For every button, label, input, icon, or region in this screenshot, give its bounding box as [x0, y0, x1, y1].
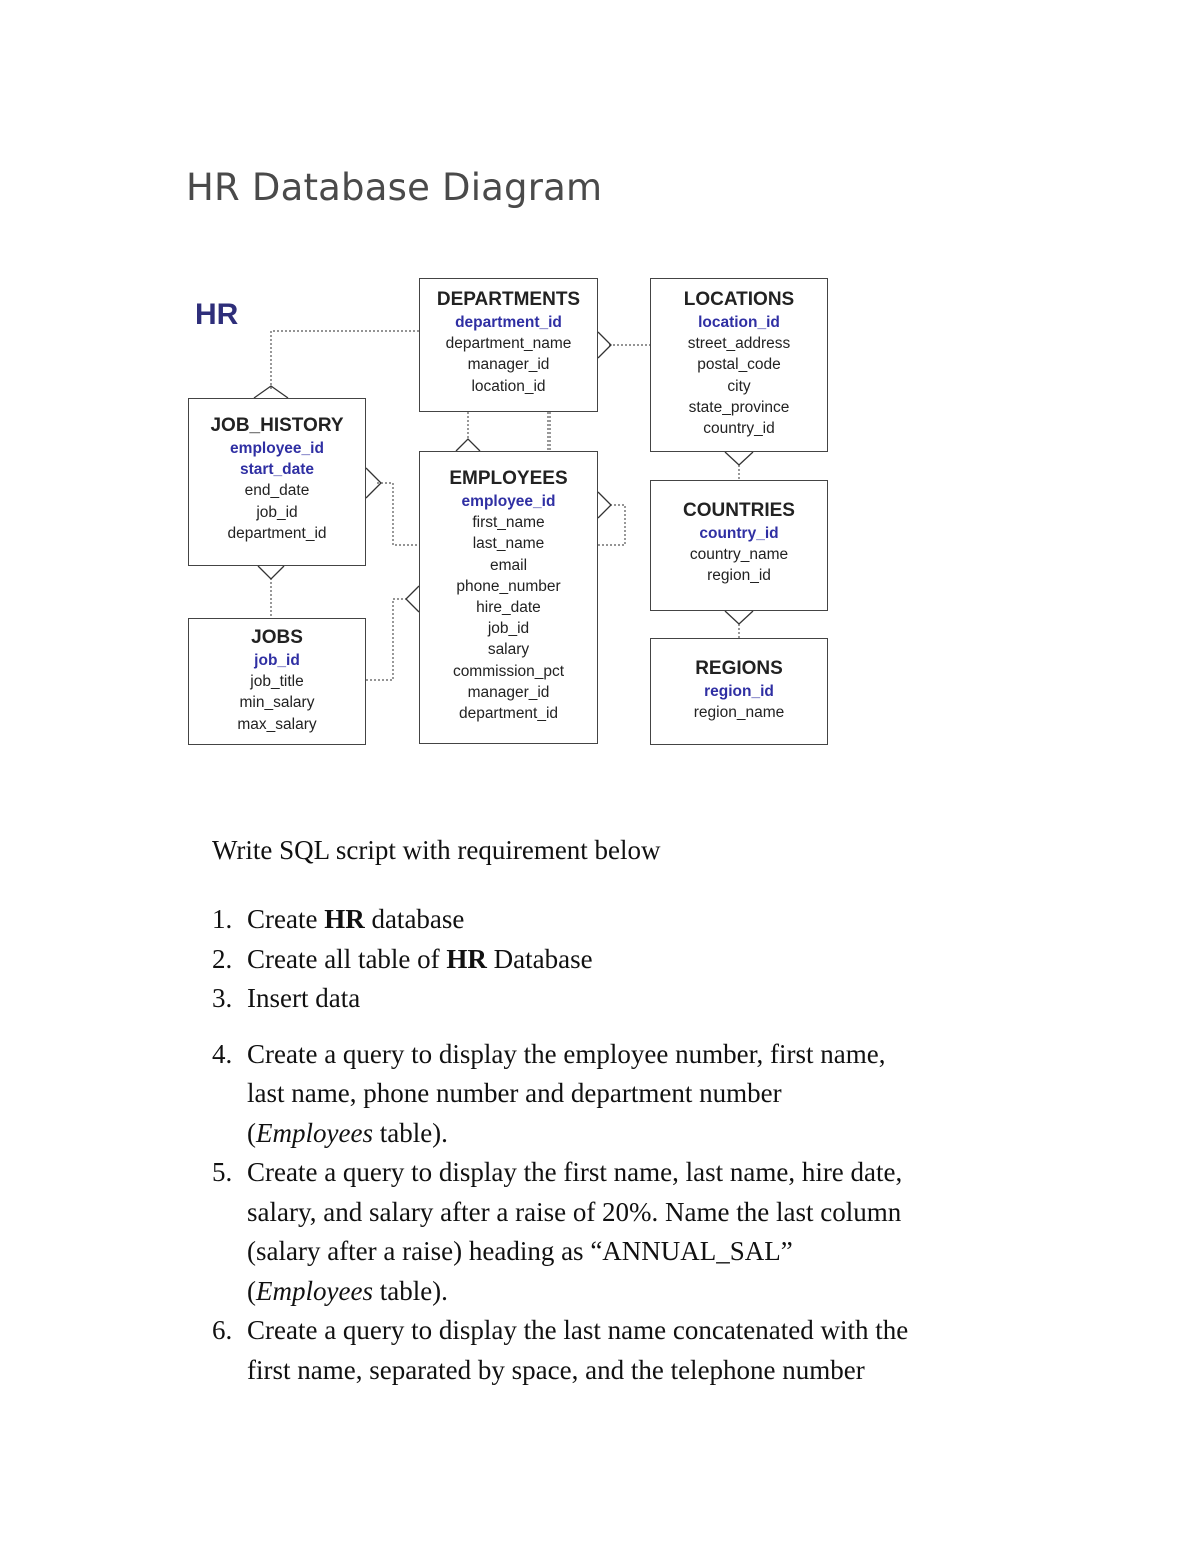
relation-line-departments-job-history — [271, 331, 419, 389]
column: region_id — [707, 567, 771, 585]
text-run: Create a query to display the employee number, first name, — [247, 1038, 886, 1069]
entity-locations — [650, 278, 828, 452]
column: department_id — [458, 705, 559, 723]
column: hire_date — [476, 599, 541, 617]
text-run: ( — [247, 1117, 256, 1148]
primary-key-column: region_id — [704, 683, 774, 700]
list-number: 5. — [212, 1157, 233, 1187]
relation-line-employees-self — [598, 505, 625, 545]
list-item-line — [247, 1311, 1032, 1351]
crow-foot-icon — [258, 566, 284, 579]
column: country_id — [703, 420, 775, 438]
page-title: HR Database Diagram — [186, 166, 603, 209]
list-item-line — [247, 1153, 1032, 1193]
entity-name: EMPLOYEES — [449, 468, 568, 489]
entity-departments — [419, 278, 598, 412]
list-item-line — [247, 1114, 1032, 1154]
text-run: Create a query to display the first name, last name, hire date, — [247, 1157, 903, 1187]
text-run: Insert data — [247, 983, 361, 1013]
list-item-line — [247, 1035, 1032, 1075]
text-run: HR — [446, 943, 487, 974]
column: job_title — [250, 673, 304, 691]
entity-name: DEPARTMENTS — [436, 289, 581, 310]
primary-key-column: department_id — [455, 314, 562, 331]
schema-label: HR — [195, 298, 239, 331]
crow-foot-icon — [725, 452, 753, 465]
relation-line-jobs-employees — [366, 599, 408, 680]
list-item — [212, 1153, 1032, 1311]
text-run: Create all table of — [247, 943, 447, 974]
column: region_name — [693, 704, 785, 722]
text-run: salary, and salary after a raise of 20%. Name the last column — [247, 1196, 902, 1227]
column: job_id — [487, 620, 530, 638]
list-item — [212, 940, 1032, 980]
column: postal_code — [697, 356, 781, 374]
primary-key-column: employee_id — [230, 440, 324, 457]
text-run: table). — [372, 1117, 448, 1148]
crow-foot-icon — [598, 492, 611, 518]
list-number: 4. — [212, 1038, 233, 1069]
list-item-line — [247, 1074, 1032, 1114]
text-run: Create a query to display the last name concatenated with the — [247, 1315, 909, 1345]
column: department_name — [445, 335, 572, 353]
list-item-line — [247, 940, 1032, 980]
column: location_id — [471, 377, 546, 395]
text-run: Create — [247, 904, 325, 934]
column: min_salary — [239, 694, 315, 712]
list-number: 2. — [212, 943, 233, 974]
text-run: ( — [247, 1275, 256, 1306]
intro-text: Write SQL script with requirement below — [212, 835, 661, 865]
column: state_province — [688, 398, 790, 416]
relation-line-job-history-employees — [377, 483, 419, 545]
text-run: database — [364, 904, 465, 934]
column: manager_id — [467, 683, 550, 701]
list-item — [212, 979, 1032, 1019]
list-item-line — [247, 900, 1032, 940]
column: commission_pct — [452, 662, 565, 680]
column: country_name — [689, 546, 789, 564]
entity-name: COUNTRIES — [683, 500, 795, 521]
column: job_id — [256, 503, 298, 521]
entity-name: LOCATIONS — [683, 289, 795, 310]
list-number: 6. — [212, 1315, 233, 1345]
entity-job-history — [188, 398, 366, 566]
entity-name: REGIONS — [695, 658, 783, 679]
text-run: last name, phone number and department number — [247, 1078, 782, 1108]
crow-foot-icon — [406, 586, 419, 612]
list-item-line — [247, 1351, 1032, 1391]
column: street_address — [687, 335, 791, 353]
column: salary — [487, 641, 530, 659]
text-run: first name, separated by space, and the telephone number — [247, 1354, 865, 1385]
column: phone_number — [456, 577, 561, 595]
requirements-document — [212, 830, 1032, 1390]
crow-foot-icon — [725, 611, 753, 624]
crow-foot-icon — [456, 439, 480, 451]
column: email — [489, 556, 528, 574]
text-run: table). — [372, 1275, 448, 1306]
text-run: Database — [486, 943, 593, 974]
entity-name: JOB_HISTORY — [210, 415, 344, 436]
primary-key-column: country_id — [699, 525, 779, 542]
column: manager_id — [467, 356, 550, 374]
column: last_name — [472, 535, 545, 553]
entity-employees — [419, 451, 598, 744]
list-item-line — [247, 1232, 1032, 1272]
text-run: HR — [324, 904, 365, 934]
column: max_salary — [237, 715, 317, 733]
entity-regions — [650, 638, 828, 745]
column: end_date — [244, 482, 310, 500]
list-number: 3. — [212, 983, 233, 1013]
list-item-line — [247, 1272, 1032, 1312]
list-number: 1. — [212, 904, 233, 934]
text-run: Employees — [256, 1275, 373, 1306]
entity-countries — [650, 480, 828, 611]
text-run: Employees — [256, 1117, 373, 1148]
text-run: (salary after a raise) heading as “ANNUAL_SAL” — [247, 1236, 793, 1266]
primary-key-column: location_id — [698, 314, 780, 331]
list-item — [212, 1311, 1032, 1390]
column: department_id — [227, 524, 327, 542]
list-item — [212, 900, 1032, 940]
list-item-line — [247, 979, 1032, 1019]
entity-name: JOBS — [251, 627, 303, 648]
primary-key-column: job_id — [254, 652, 300, 669]
primary-key-column: employee_id — [461, 493, 556, 510]
primary-key-column: start_date — [239, 461, 315, 479]
list-item-line — [247, 1193, 1032, 1233]
list-item — [212, 1035, 1032, 1154]
column: city — [727, 377, 751, 395]
column: first_name — [472, 514, 545, 532]
requirements-list — [212, 900, 1032, 1390]
entity-jobs — [188, 618, 366, 745]
